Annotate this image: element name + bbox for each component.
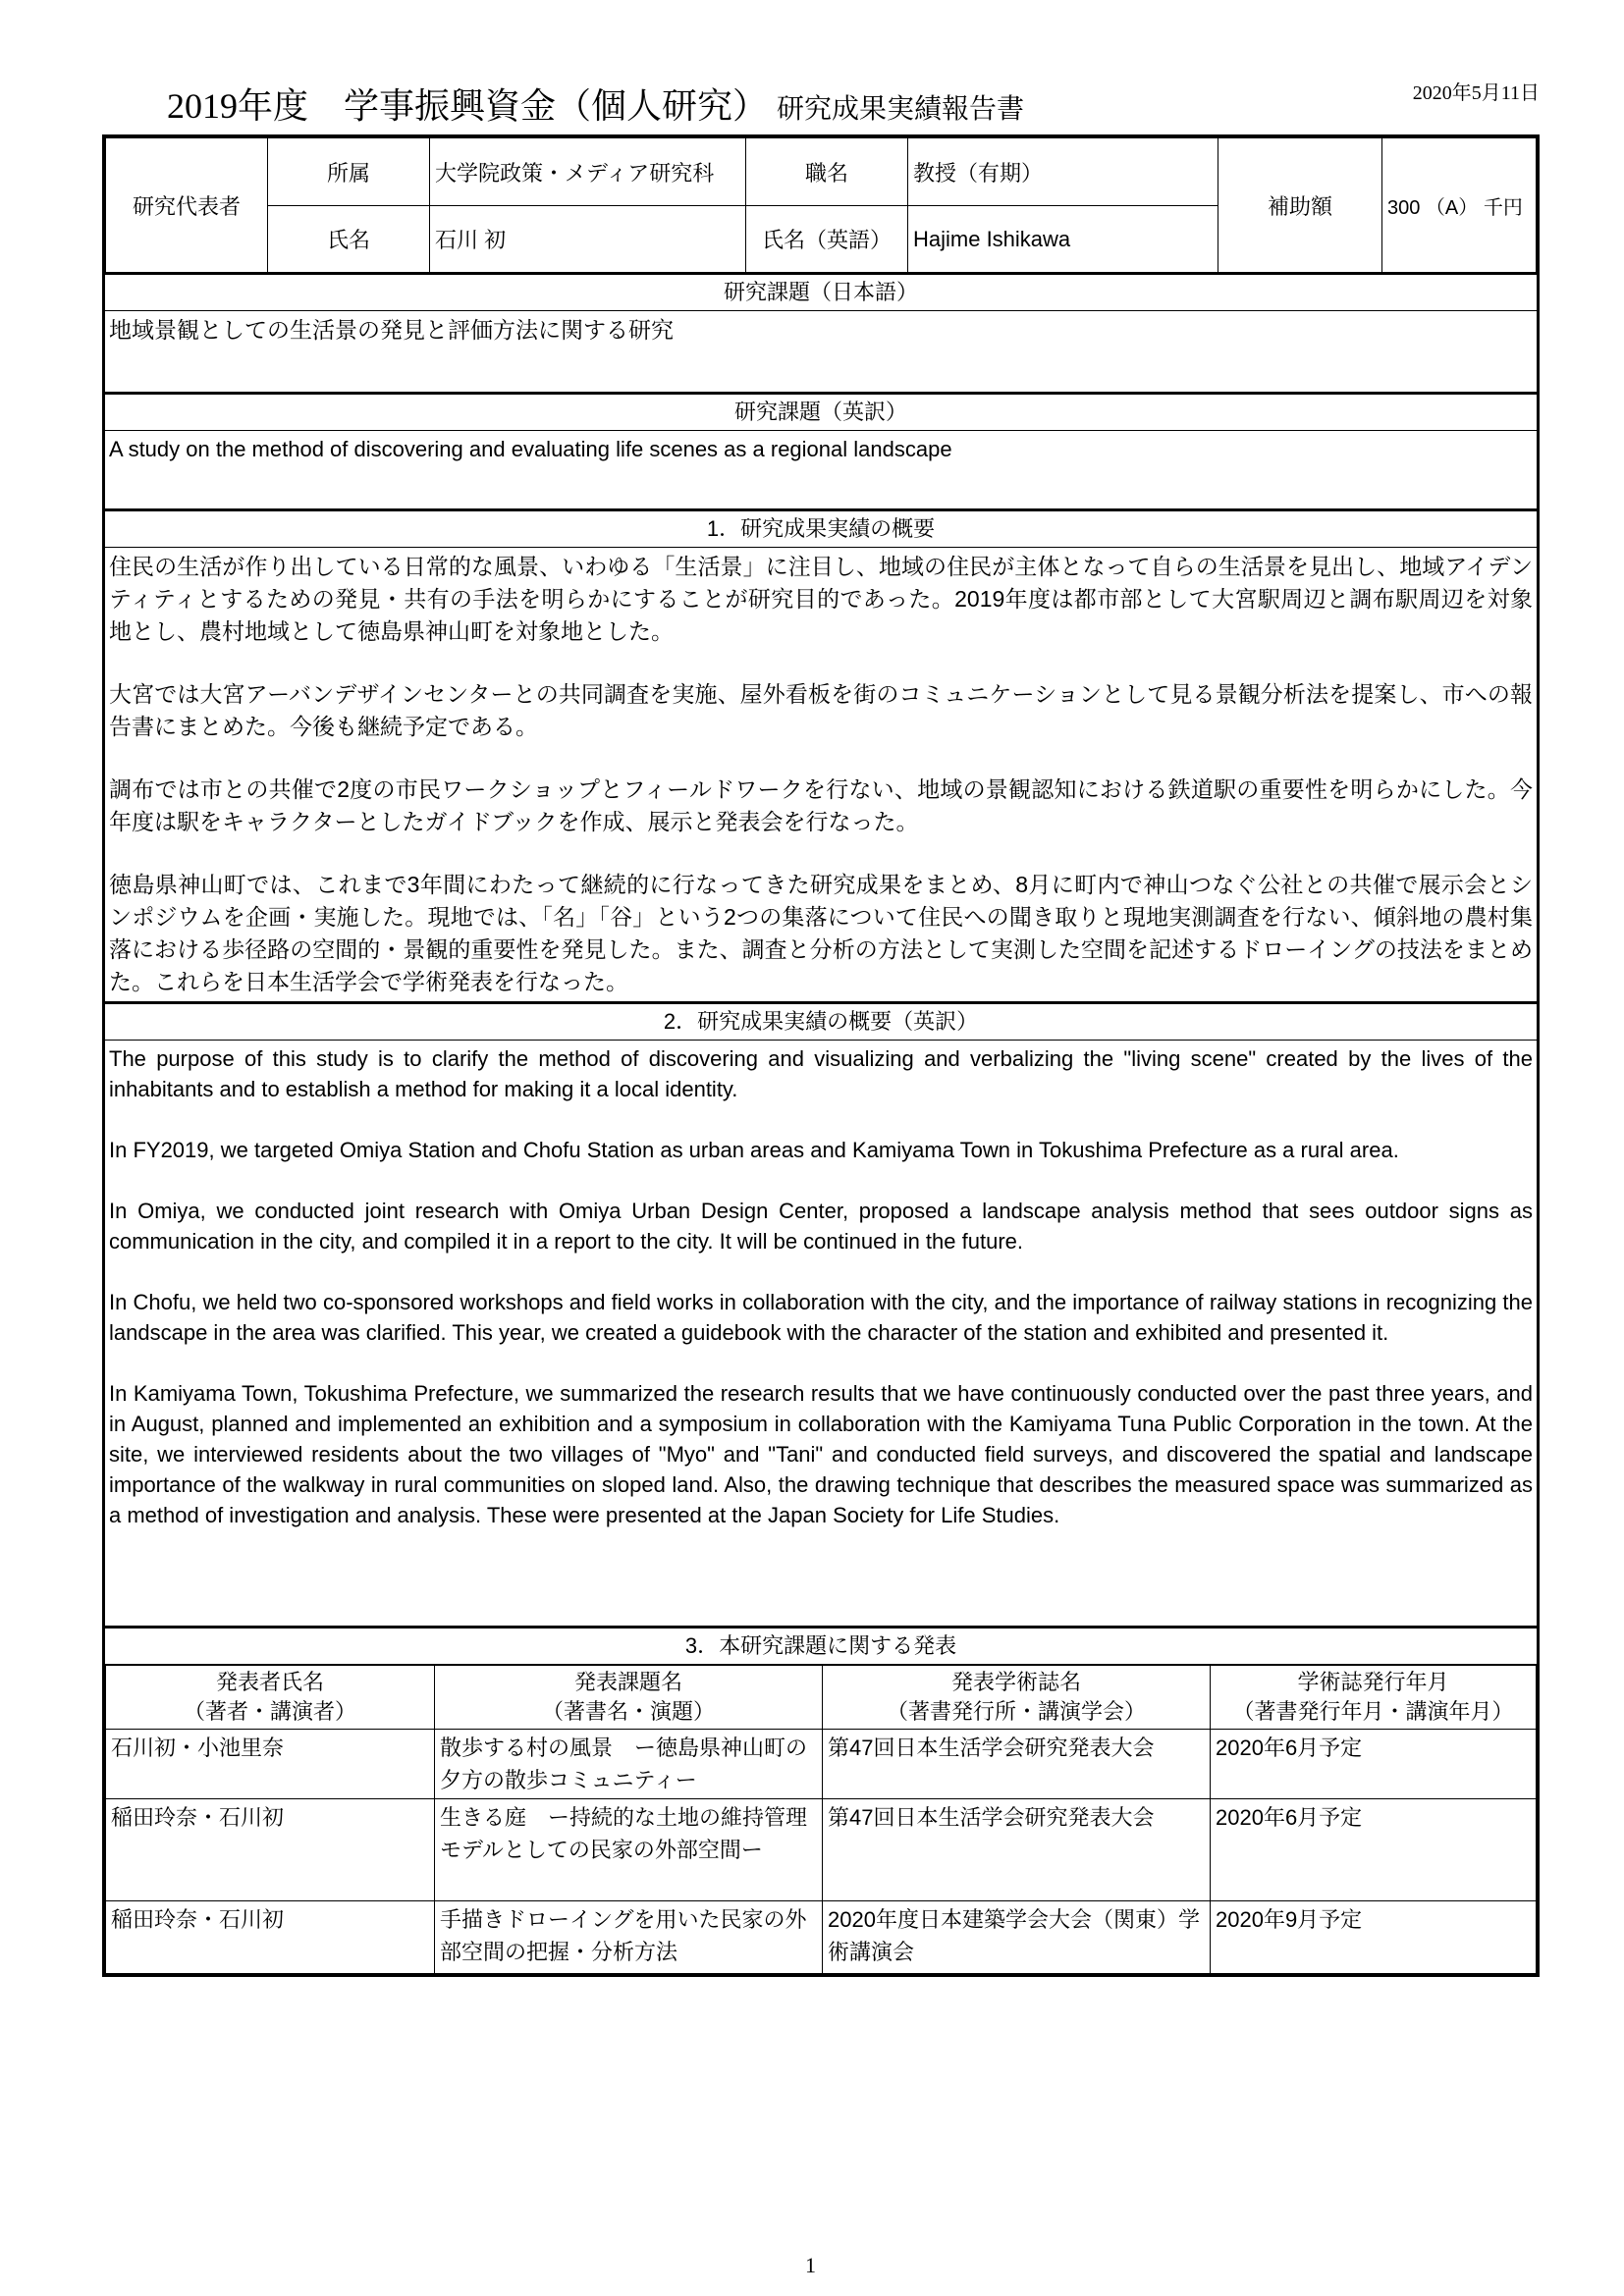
- name-en-value: Hajime Ishikawa: [908, 206, 1218, 273]
- summary-en-paragraph: In FY2019, we targeted Omiya Station and Chofu Station as urban areas and Kamiyama Town in Tokushima Prefecture as a rural area.: [109, 1138, 1399, 1162]
- position-label: 職名: [746, 138, 908, 206]
- table-row: [106, 1730, 1537, 1799]
- col-header-title: 発表課題名 （著書名・演題）: [435, 1666, 823, 1730]
- presenter-cell: 稲田玲奈・石川初: [106, 1799, 435, 1901]
- col-header-presenter: 発表者氏名 （著者・講演者）: [106, 1666, 435, 1730]
- summary-en-paragraph: In Kamiyama Town, Tokushima Prefecture, we summarized the research results that we have continuously conducted over the past three years, and in August, planned and implemented an exhibition and a symposium in collaboration with the Kamiyama Tuna Public Corporation in the town. At the site, we interviewed residents about the two villages of "Myo" and "Tani" and conducted field surveys, and discovered the spatial and landscape importance of the walkway in rural communities on sloped land. Also, the drawing technique that describes the measured space was summarized as a method of investigation and analysis. These were presented at the Japan Society for Life Studies.: [109, 1381, 1533, 1527]
- topic-en-text: A study on the method of discovering and evaluating life scenes as a regional landscape: [109, 437, 952, 461]
- page-number: 1: [805, 2253, 816, 2277]
- document-title: [167, 79, 1024, 129]
- grant-label: 補助額: [1218, 138, 1382, 273]
- date-cell: 2020年9月予定: [1211, 1901, 1537, 1974]
- summary-jp-paragraph: 大宮では大宮アーバンデザインセンターとの共同調査を実施、屋外看板を街のコミュニケーションとして見る景観分析法を提案し、市への報告書にまとめた。今後も継続予定である。: [109, 681, 1534, 739]
- topic-jp-heading: 研究課題（日本語）: [105, 273, 1537, 311]
- summary-en-paragraph: The purpose of this study is to clarify the method of discovering and visualizing and verbalizing the "living scene" created by the lives of the inhabitants and to establish a method for making it a local identity.: [109, 1046, 1533, 1101]
- journal-cell: 第47回日本生活学会研究発表大会: [823, 1799, 1211, 1901]
- grant-value: 300 （A） 千円: [1382, 138, 1537, 273]
- publications-heading: 3．本研究課題に関する発表: [105, 1626, 1537, 1665]
- researcher-info-table: [105, 137, 1537, 273]
- summary-en-heading: 2．研究成果実績の概要（英訳）: [105, 1001, 1537, 1041]
- summary-jp-body: [105, 548, 1537, 1001]
- presenter-cell: 石川初・小池里奈: [106, 1730, 435, 1799]
- summary-en-body: [105, 1041, 1537, 1626]
- summary-jp-heading: 1．研究成果実績の概要: [105, 508, 1537, 548]
- table-row: [106, 1901, 1537, 1974]
- title-cell: 手描きドローイングを用いた民家の外部空間の把握・分析方法: [435, 1901, 823, 1974]
- date-cell: 2020年6月予定: [1211, 1730, 1537, 1799]
- date-cell: 2020年6月予定: [1211, 1799, 1537, 1901]
- title-main: 2019年度 学事振興資金（個人研究）: [167, 86, 769, 126]
- table-row: [106, 1799, 1537, 1901]
- publications-table: [105, 1665, 1537, 1974]
- topic-en-heading: 研究課題（英訳）: [105, 392, 1537, 431]
- report-date: 2020年5月11日: [1412, 82, 1540, 104]
- title-cell: 生きる庭 ー持続的な土地の維持管理モデルとしての民家の外部空間ー: [435, 1799, 823, 1901]
- journal-cell: 2020年度日本建築学会大会（関東）学術講演会: [823, 1901, 1211, 1974]
- affil-value: 大学院政策・メディア研究科: [430, 138, 746, 206]
- col-header-date: 学術誌発行年月 （著書発行年月・講演年月）: [1211, 1666, 1537, 1730]
- name-value: 石川 初: [430, 206, 746, 273]
- summary-jp-paragraph: 調布では市との共催で2度の市民ワークショップとフィールドワークを行ない、地域の景観認知における鉄道駅の重要性を明らかにした。今年度は駅をキャラクターとしたガイドブックを作成、展示と発表会を行なった。: [109, 776, 1533, 834]
- report-form: [102, 134, 1540, 1977]
- journal-cell: 第47回日本生活学会研究発表大会: [823, 1730, 1211, 1799]
- name-en-label: 氏名（英語）: [746, 206, 908, 273]
- rep-label: 研究代表者: [106, 138, 268, 273]
- affil-label: 所属: [268, 138, 430, 206]
- summary-jp-paragraph: 住民の生活が作り出している日常的な風景、いわゆる「生活景」に注目し、地域の住民が主体となって自らの生活景を見出し、地域アイデンティティとするための発見・共有の手法を明らかにすることが研究目的であった。2019年度は都市部として大宮駅周辺と調布駅周辺を対象地とし、農村地域として徳島県神山町を対象地とした。: [109, 554, 1533, 644]
- publications-header-row: [106, 1666, 1537, 1730]
- topic-jp-text: 地域景観としての生活景の発見と評価方法に関する研究: [109, 317, 674, 343]
- title-cell: 散歩する村の風景 ー徳島県神山町の夕方の散歩コミュニティー: [435, 1730, 823, 1799]
- summary-en-paragraph: In Chofu, we held two co-sponsored workshops and field works in collaboration with the city, and the importance of railway stations in recognizing the landscape in the area was clarified. This year, we created a guidebook with the character of the station and exhibited and presented it.: [109, 1290, 1533, 1345]
- name-label: 氏名: [268, 206, 430, 273]
- summary-en-paragraph: In Omiya, we conducted joint research with Omiya Urban Design Center, proposed a landscape analysis method that sees outdoor signs as communication in the city, and compiled it in a report to the city. It will be continued in the future.: [109, 1199, 1533, 1254]
- summary-jp-paragraph: 徳島県神山町では、これまで3年間にわたって継続的に行なってきた研究成果をまとめ、8月に町内で神山つなぐ公社との共催で展示会とシンポジウムを企画・実施した。現地では、「名」「谷」という2つの集落について住民への聞き取りと現地実測調査を行ない、傾斜地の農村集落における歩径路の空間的・景観的重要性を発見した。また、調査と分析の方法として実測した空間を記述するドローイングの技法をまとめた。これらを日本生活学会で学術発表を行なった。: [109, 872, 1533, 994]
- presenter-cell: 稲田玲奈・石川初: [106, 1901, 435, 1974]
- col-header-journal: 発表学術誌名 （著書発行所・講演学会）: [823, 1666, 1211, 1730]
- title-sub: 研究成果実績報告書: [777, 93, 1025, 124]
- position-value: 教授（有期）: [908, 138, 1218, 206]
